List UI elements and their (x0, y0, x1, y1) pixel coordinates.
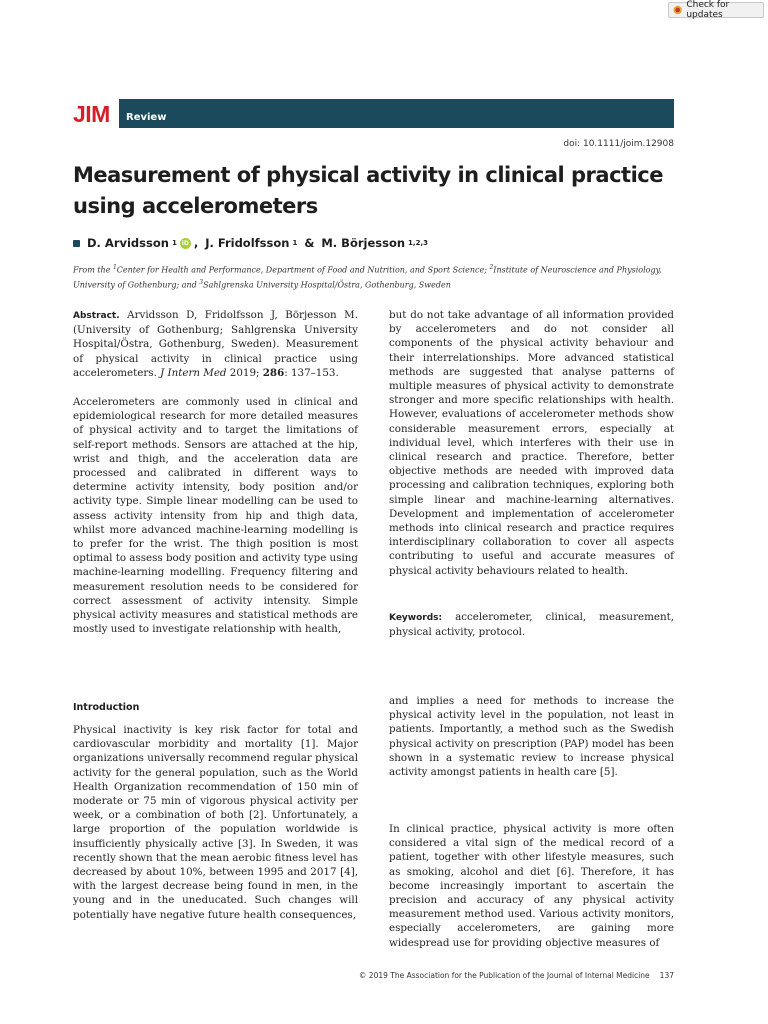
citation-pages: : 137–153. (284, 366, 339, 379)
author-affiliation-sup: 1,2,3 (408, 239, 428, 247)
orcid-icon[interactable]: iD (181, 239, 189, 247)
section-label: Review (126, 112, 167, 123)
journal-logo[interactable]: JIM (73, 101, 110, 127)
author-name[interactable]: D. Arvidsson (87, 236, 169, 250)
doi-link[interactable]: doi: 10.1111/joim.12908 (563, 139, 674, 149)
abstract-text-right: but do not take advantage of all information provided by accelerometers and do not consider all components of the physical activity behaviour and their interrelationships. More advanced statistical methods are suggested that analyse patterns of multiple measures of physical activity to demonstrate stronger and more specific relationships with health. However, evaluations of accelerometer methods show considerable measurement errors, especially at individual level, which interferes with their use in clinical research and practice. Therefore, better objective methods are needed with improved data processing and calibration techniques, exploring both simple linear and machine-learning alternatives. Development and implementation of accelerometer methods into clinical research and practice requires interdisciplinary collaboration to cover all aspects contributing to useful and accurate measures of physical activity behaviours related to health. (389, 309, 674, 577)
abstract-text-left: Accelerometers are commonly used in clinical and epidemiological research for more detailed measures of physical activity and to target the limitations of self-report methods. Sensors are attached at the hip, wrist and thigh, and the acceleration data are processed and calibrated in different ways to determine activity intensity, body position and/or activity type. Simple linear modelling can be used to assess activity intensity from hip and thigh data, whilst more advanced machine-learning modelling is to prefer for the wrist. The thigh position is most optimal to assess body position and activity type using machine-learning modelling. Frequency filtering and measurement resolution needs to be considered for correct assessment of activity intensity. Simple physical activity measures and statistical methods are mostly used to investigate relationship with health, (73, 396, 358, 636)
intro-paragraph-left (73, 723, 358, 922)
author-affiliation-sup: 1 (171, 239, 177, 247)
author-list: D. Arvidsson 1 iD , J. Fridolfsson 1 & M. Börjesson 1,2,3 (73, 236, 428, 250)
author-name[interactable]: J. Fridolfsson (205, 236, 290, 250)
keywords-label: Keywords: (389, 613, 443, 623)
article-title: Measurement of physical activity in clinical practice using accelerometers (73, 163, 663, 218)
affiliation-part-2: Institute of Neuroscience and Physiology, University of Gothenburg; and (73, 265, 662, 290)
citation-year: 2019; (226, 366, 263, 379)
keywords-text: accelerometer, clinical, measurement, physical activity, protocol. (389, 611, 674, 639)
abstract-body-left (73, 395, 358, 636)
check-for-updates-label: Check for updates (686, 0, 730, 20)
intro-text-right-2: In clinical practice, physical activity is more often considered a vital sign of the medical record of a patient, together with other lifestyle measures, such as smoking, alcohol and diet [6]. Therefore, it has become increasingly important to ascertain the precision and accuracy of any physical activity measurement method used. Various activity monitors, especially accelerometers, are gaining more widespread use for providing objective measures of (389, 823, 674, 949)
affiliation-prefix: From the (73, 265, 113, 275)
page-number: 137 (659, 971, 674, 980)
citation-text: Arvidsson D, Fridolfsson J, Börjesson M. (University of Gothenburg; Sahlgrenska University Hospital/Östra, Gothenburg, Sweden). Measurement of physical activity in clinical practice using accelerometers. (73, 309, 358, 379)
affiliation-part-1: Center for Health and Performance, Department of Food and Nutrition, and Sport Science; (116, 265, 490, 275)
page-footer (359, 971, 674, 980)
citation-volume: 286 (262, 366, 285, 379)
journal-name: J Intern Med (160, 366, 227, 379)
abstract-citation (73, 308, 358, 380)
copyright-text: © 2019 The Association for the Publication of the Journal of Internal Medicine (358, 971, 650, 980)
abstract-label: Abstract. (73, 311, 120, 321)
keywords (389, 610, 674, 639)
author-marker-icon (73, 240, 80, 247)
update-icon (673, 5, 682, 15)
abstract-body-right (389, 308, 674, 578)
intro-text-right-1: and implies a need for methods to increase the physical activity level in the population, not least in patients. Importantly, a method such as the Swedish physical activity on prescription (PAP) model has been shown in a systematic review to increase physical activity amongst patients in health care [5]. (389, 695, 674, 779)
section-bar (119, 99, 674, 128)
intro-paragraph-right-1 (389, 694, 674, 779)
author-name[interactable]: M. Börjesson (321, 236, 406, 250)
affiliation-part-3: Sahlgrenska University Hospital/Östra, Gothenburg, Sweden (203, 280, 451, 290)
intro-text-left: Physical inactivity is key risk factor for total and cardiovascular morbidity and mortality [1]. Major organizations universally recommend regular physical activity for the general population, such as the World Health Organization recommendation of 150 min of moderate or 75 min of vigorous physical activity per week, or a combination of both [2]. Unfortunately, a large proportion of the population worldwide is insufficiently physically active [3]. In Sweden, it was recently shown that the mean aerobic fitness level has decreased by about 10%, between 1995 and 2017 [4], with the largest decrease being found in men, in the young and in the uneducated. Such changes will potentially have negative future health consequences, (73, 724, 358, 921)
affiliation: From the $^1$Center for Health and Performance, Department of Food and Nutrition, and Sport Science; $^2$Institute of Neuroscience and Physiology, University of Gothenburg; and $^3$Sahlgrenska University Hospital/Östra, Gothenburg, Sweden (73, 264, 662, 290)
author-affiliation-sup: 1 (292, 239, 298, 247)
check-for-updates-button[interactable] (668, 2, 764, 18)
intro-paragraph-right-2 (389, 822, 674, 950)
section-heading-introduction: Introduction (73, 702, 140, 713)
